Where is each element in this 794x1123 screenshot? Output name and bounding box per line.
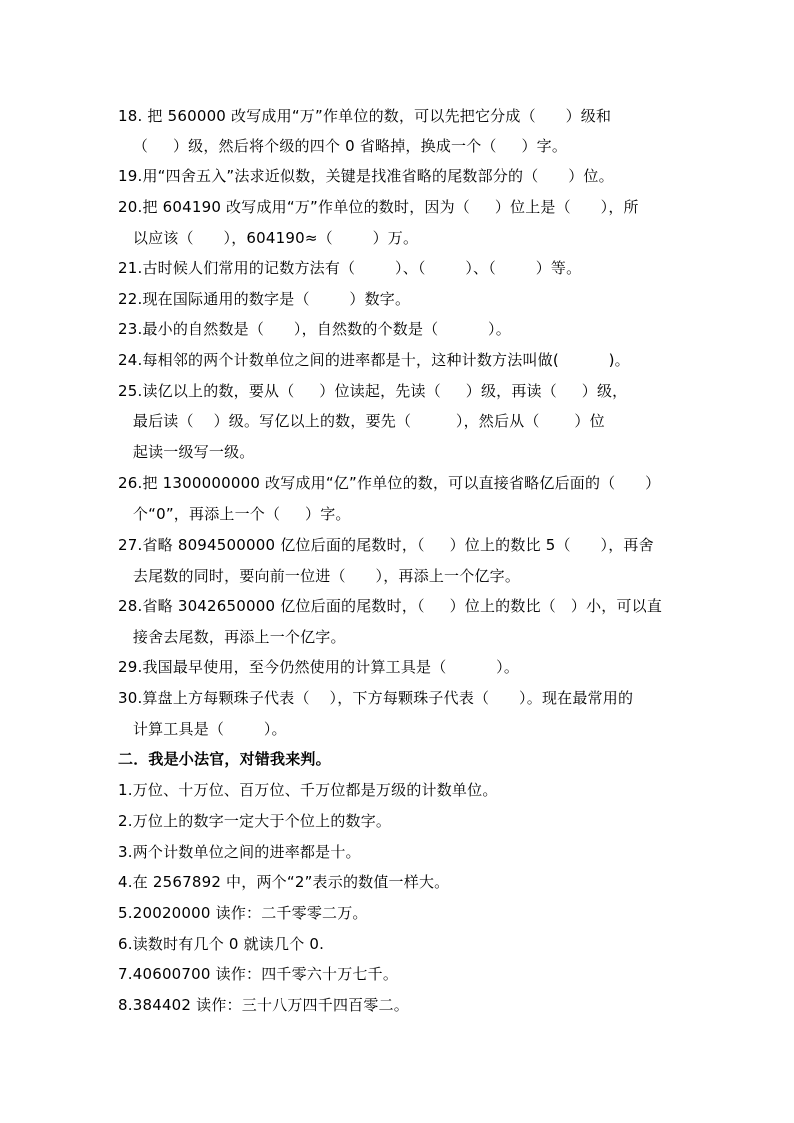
question-26-line-1: 26.把 1300000000 改写成用“亿”作单位的数，可以直接省略亿后面的（ ）: [118, 474, 661, 492]
judge-item-5: 5.20020000 读作：二千零零二万。: [118, 904, 368, 922]
judge-item-2: 2.万位上的数字一定大于个位上的数字。: [118, 812, 392, 830]
question-26-line-2: 个“0”，再添上一个（ ）字。: [118, 505, 351, 523]
question-30-line-2: 计算工具是（ ）。: [118, 720, 287, 738]
judge-item-1: 1.万位、十万位、百万位、千万位都是万级的计数单位。: [118, 781, 498, 799]
question-25-line-1: 25.读亿以上的数，要从（ ）位读起，先读（ ）级，再读（ ）级，: [118, 382, 628, 400]
question-20-line-2: 以应该（ ），604190≈（ ）万。: [118, 229, 419, 247]
question-25-line-2: 最后读（ ）级。写亿以上的数，要先（ ），然后从（ ）位: [118, 412, 605, 430]
question-20-line-1: 20.把 604190 改写成用“万”作单位的数时，因为（ ）位上是（ ），所: [118, 198, 639, 216]
question-27-line-1: 27.省略 8094500000 亿位后面的尾数时，（ ）位上的数比 5（ ），再舍: [118, 536, 654, 554]
judge-item-8: 8.384402 读作：三十八万四千四百零二。: [118, 996, 409, 1014]
question-21-line-1: 21.古时候人们常用的记数方法有（ ）、（ ）、（ ）等。: [118, 259, 582, 277]
question-29-line-1: 29.我国最早使用，至今仍然使用的计算工具是（ ）。: [118, 658, 520, 676]
judge-item-4: 4.在 2567892 中，两个“2”表示的数值一样大。: [118, 873, 450, 891]
question-25-line-3: 起读一级写一级。: [118, 443, 255, 461]
question-18-line-2: （ ）级，然后将个级的四个 0 省略掉，换成一个（ ）字。: [118, 137, 568, 155]
section-2-heading: 二．我是小法官，对错我来判。: [118, 750, 331, 768]
question-18-line-1: 18. 把 560000 改写成用“万”作单位的数，可以先把它分成（ ）级和: [118, 107, 612, 125]
judge-item-6: 6.读数时有几个 0 就读几个 0.: [118, 935, 325, 953]
question-30-line-1: 30.算盘上方每颗珠子代表（ ），下方每颗珠子代表（ ）。现在最常用的: [118, 689, 634, 707]
question-28-line-2: 接舍去尾数，再添上一个亿字。: [118, 628, 346, 646]
question-22-line-1: 22.现在国际通用的数字是（ ）数字。: [118, 290, 411, 308]
question-24-line-1: 24.每相邻的两个计数单位之间的进率都是十，这种计数方法叫做( )。: [118, 351, 630, 369]
question-28-line-1: 28.省略 3042650000 亿位后面的尾数时，（ ）位上的数比（ ）小，可以直: [118, 597, 663, 615]
question-27-line-2: 去尾数的同时，要向前一位进（ ），再添上一个亿字。: [118, 567, 521, 585]
judge-item-3: 3.两个计数单位之间的进率都是十。: [118, 843, 361, 861]
question-19-line-1: 19.用“四舍五入”法求近似数，关键是找准省略的尾数部分的（ ）位。: [118, 167, 614, 185]
question-23-line-1: 23.最小的自然数是（ ），自然数的个数是（ ）。: [118, 320, 511, 338]
judge-item-7: 7.40600700 读作：四千零六十万七千。: [118, 965, 399, 983]
